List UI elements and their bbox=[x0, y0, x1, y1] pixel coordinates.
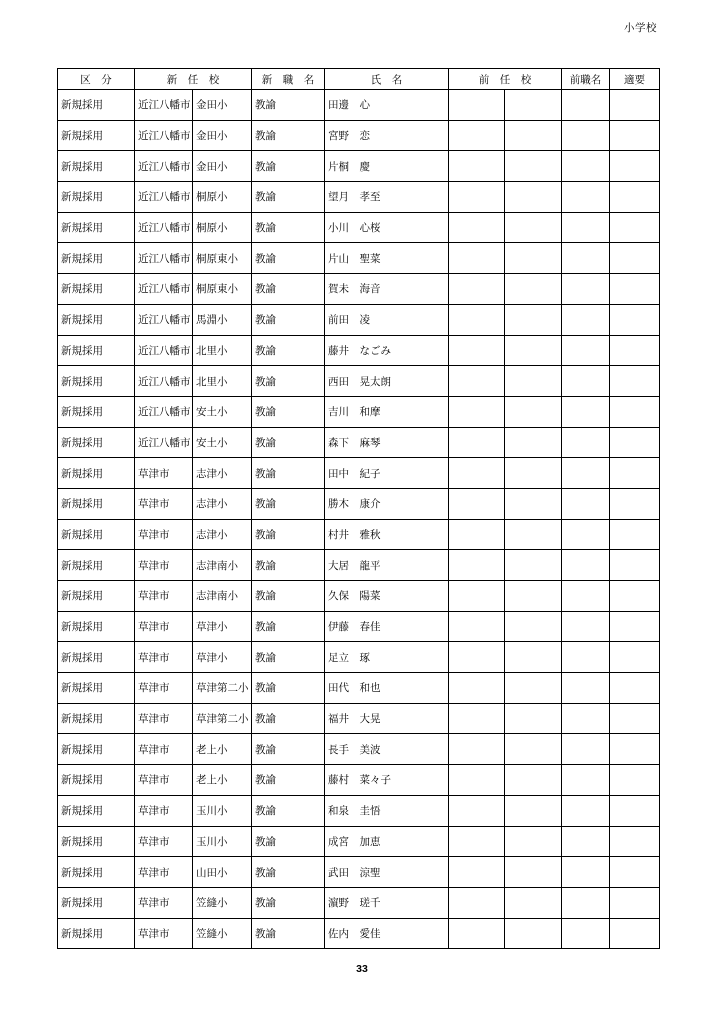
category-cell: 新規採用 bbox=[58, 274, 135, 305]
new-position-cell: 教諭 bbox=[252, 488, 325, 519]
prev-position-cell bbox=[562, 274, 610, 305]
person-name-cell: 足立 琢 bbox=[325, 642, 449, 673]
new-position-cell: 教諭 bbox=[252, 765, 325, 796]
category-cell: 新規採用 bbox=[58, 703, 135, 734]
prev-position-cell bbox=[562, 611, 610, 642]
new-school-name-cell: 金田小 bbox=[193, 120, 252, 151]
prev-school-name-cell bbox=[505, 826, 562, 857]
category-cell: 新規採用 bbox=[58, 304, 135, 335]
person-name-cell: 田邊 心 bbox=[325, 90, 449, 121]
category-cell: 新規採用 bbox=[58, 151, 135, 182]
new-school-name-cell: 老上小 bbox=[193, 765, 252, 796]
new-position-cell: 教諭 bbox=[252, 734, 325, 765]
prev-school-name-cell bbox=[505, 90, 562, 121]
prev-school-name-cell bbox=[505, 335, 562, 366]
prev-school-name-cell bbox=[505, 212, 562, 243]
new-school-name-cell: 笠縫小 bbox=[193, 918, 252, 949]
table-row bbox=[58, 826, 660, 857]
prev-school-name-cell bbox=[505, 396, 562, 427]
prev-school-name-cell bbox=[505, 703, 562, 734]
person-name-cell: 伊藤 春佳 bbox=[325, 611, 449, 642]
prev-school-name-cell bbox=[505, 304, 562, 335]
table-row bbox=[58, 120, 660, 151]
new-school-name-cell: 草津第二小 bbox=[193, 673, 252, 704]
new-school-city-cell: 近江八幡市 bbox=[135, 120, 193, 151]
category-cell: 新規採用 bbox=[58, 90, 135, 121]
prev-school-name-cell bbox=[505, 857, 562, 888]
new-school-city-cell: 草津市 bbox=[135, 826, 193, 857]
new-position-cell: 教諭 bbox=[252, 182, 325, 213]
new-school-name-cell: 志津小 bbox=[193, 519, 252, 550]
new-school-name-cell: 草津小 bbox=[193, 611, 252, 642]
category-cell: 新規採用 bbox=[58, 734, 135, 765]
person-name-cell: 長手 美波 bbox=[325, 734, 449, 765]
table-row bbox=[58, 243, 660, 274]
table-row bbox=[58, 519, 660, 550]
remarks-cell bbox=[610, 120, 660, 151]
prev-school-city-cell bbox=[449, 550, 505, 581]
prev-school-city-cell bbox=[449, 826, 505, 857]
remarks-cell bbox=[610, 887, 660, 918]
table-row bbox=[58, 703, 660, 734]
prev-school-name-cell bbox=[505, 795, 562, 826]
prev-school-name-cell bbox=[505, 734, 562, 765]
prev-position-cell bbox=[562, 734, 610, 765]
new-position-cell: 教諭 bbox=[252, 673, 325, 704]
table-row bbox=[58, 887, 660, 918]
prev-school-city-cell bbox=[449, 887, 505, 918]
new-school-name-cell: 桐原東小 bbox=[193, 274, 252, 305]
table-row bbox=[58, 335, 660, 366]
remarks-cell bbox=[610, 642, 660, 673]
remarks-cell bbox=[610, 90, 660, 121]
prev-school-city-cell bbox=[449, 857, 505, 888]
prev-school-name-cell bbox=[505, 673, 562, 704]
person-name-cell: 濵野 瑳千 bbox=[325, 887, 449, 918]
prev-school-name-cell bbox=[505, 427, 562, 458]
prev-school-city-cell bbox=[449, 366, 505, 397]
prev-position-cell bbox=[562, 243, 610, 274]
prev-school-city-cell bbox=[449, 642, 505, 673]
category-cell: 新規採用 bbox=[58, 396, 135, 427]
new-school-name-cell: 志津南小 bbox=[193, 581, 252, 612]
person-name-cell: 小川 心桜 bbox=[325, 212, 449, 243]
new-school-name-cell: 笠縫小 bbox=[193, 887, 252, 918]
prev-school-city-cell bbox=[449, 611, 505, 642]
prev-school-name-cell bbox=[505, 243, 562, 274]
new-position-cell: 教諭 bbox=[252, 90, 325, 121]
new-position-cell: 教諭 bbox=[252, 887, 325, 918]
prev-school-city-cell bbox=[449, 396, 505, 427]
new-position-cell: 教諭 bbox=[252, 212, 325, 243]
remarks-cell bbox=[610, 427, 660, 458]
new-position-cell: 教諭 bbox=[252, 274, 325, 305]
table-row bbox=[58, 488, 660, 519]
table-row bbox=[58, 642, 660, 673]
new-school-city-cell: 草津市 bbox=[135, 488, 193, 519]
new-school-city-cell: 近江八幡市 bbox=[135, 90, 193, 121]
category-cell: 新規採用 bbox=[58, 458, 135, 489]
prev-school-name-cell bbox=[505, 765, 562, 796]
new-school-name-cell: 安土小 bbox=[193, 396, 252, 427]
prev-position-cell bbox=[562, 550, 610, 581]
new-school-city-cell: 草津市 bbox=[135, 581, 193, 612]
new-school-name-cell: 北里小 bbox=[193, 335, 252, 366]
person-name-cell: 福井 大晃 bbox=[325, 703, 449, 734]
table-row bbox=[58, 427, 660, 458]
new-school-city-cell: 近江八幡市 bbox=[135, 151, 193, 182]
prev-school-name-cell bbox=[505, 366, 562, 397]
table-row bbox=[58, 458, 660, 489]
table-row bbox=[58, 673, 660, 704]
remarks-cell bbox=[610, 703, 660, 734]
prev-position-cell bbox=[562, 918, 610, 949]
category-cell: 新規採用 bbox=[58, 857, 135, 888]
remarks-cell bbox=[610, 795, 660, 826]
new-school-city-cell: 草津市 bbox=[135, 887, 193, 918]
header-new-position: 新 職 名 bbox=[252, 69, 325, 90]
personnel-table bbox=[57, 68, 660, 949]
prev-school-name-cell bbox=[505, 642, 562, 673]
prev-school-name-cell bbox=[505, 918, 562, 949]
prev-school-city-cell bbox=[449, 243, 505, 274]
new-position-cell: 教諭 bbox=[252, 550, 325, 581]
new-position-cell: 教諭 bbox=[252, 427, 325, 458]
remarks-cell bbox=[610, 458, 660, 489]
table-row bbox=[58, 90, 660, 121]
remarks-cell bbox=[610, 765, 660, 796]
person-name-cell: 吉川 和摩 bbox=[325, 396, 449, 427]
new-school-name-cell: 志津小 bbox=[193, 488, 252, 519]
person-name-cell: 大居 龍平 bbox=[325, 550, 449, 581]
category-cell: 新規採用 bbox=[58, 765, 135, 796]
prev-school-name-cell bbox=[505, 550, 562, 581]
new-school-city-cell: 草津市 bbox=[135, 550, 193, 581]
person-name-cell: 成宮 加恵 bbox=[325, 826, 449, 857]
new-position-cell: 教諭 bbox=[252, 366, 325, 397]
new-school-city-cell: 近江八幡市 bbox=[135, 335, 193, 366]
prev-school-name-cell bbox=[505, 274, 562, 305]
new-position-cell: 教諭 bbox=[252, 335, 325, 366]
category-cell: 新規採用 bbox=[58, 826, 135, 857]
remarks-cell bbox=[610, 581, 660, 612]
prev-school-city-cell bbox=[449, 488, 505, 519]
person-name-cell: 宮野 恋 bbox=[325, 120, 449, 151]
prev-position-cell bbox=[562, 120, 610, 151]
new-school-city-cell: 近江八幡市 bbox=[135, 212, 193, 243]
prev-position-cell bbox=[562, 427, 610, 458]
new-school-city-cell: 草津市 bbox=[135, 673, 193, 704]
prev-school-city-cell bbox=[449, 182, 505, 213]
prev-school-city-cell bbox=[449, 795, 505, 826]
person-name-cell: 和泉 圭悟 bbox=[325, 795, 449, 826]
remarks-cell bbox=[610, 857, 660, 888]
remarks-cell bbox=[610, 519, 660, 550]
prev-school-city-cell bbox=[449, 734, 505, 765]
prev-position-cell bbox=[562, 212, 610, 243]
category-cell: 新規採用 bbox=[58, 366, 135, 397]
new-school-city-cell: 草津市 bbox=[135, 795, 193, 826]
new-school-city-cell: 草津市 bbox=[135, 519, 193, 550]
prev-school-city-cell bbox=[449, 212, 505, 243]
remarks-cell bbox=[610, 734, 660, 765]
prev-position-cell bbox=[562, 826, 610, 857]
prev-school-name-cell bbox=[505, 458, 562, 489]
new-position-cell: 教諭 bbox=[252, 519, 325, 550]
prev-school-name-cell bbox=[505, 519, 562, 550]
new-position-cell: 教諭 bbox=[252, 703, 325, 734]
new-position-cell: 教諭 bbox=[252, 396, 325, 427]
prev-school-city-cell bbox=[449, 458, 505, 489]
prev-school-city-cell bbox=[449, 427, 505, 458]
table-row bbox=[58, 212, 660, 243]
prev-position-cell bbox=[562, 887, 610, 918]
category-cell: 新規採用 bbox=[58, 550, 135, 581]
prev-school-city-cell bbox=[449, 673, 505, 704]
person-name-cell: 片桐 慶 bbox=[325, 151, 449, 182]
person-name-cell: 森下 麻琴 bbox=[325, 427, 449, 458]
category-cell: 新規採用 bbox=[58, 519, 135, 550]
prev-position-cell bbox=[562, 642, 610, 673]
new-school-name-cell: 草津第二小 bbox=[193, 703, 252, 734]
prev-school-name-cell bbox=[505, 887, 562, 918]
prev-position-cell bbox=[562, 304, 610, 335]
remarks-cell bbox=[610, 673, 660, 704]
prev-position-cell bbox=[562, 151, 610, 182]
new-school-city-cell: 草津市 bbox=[135, 918, 193, 949]
category-cell: 新規採用 bbox=[58, 642, 135, 673]
prev-position-cell bbox=[562, 335, 610, 366]
new-school-name-cell: 馬淵小 bbox=[193, 304, 252, 335]
new-position-cell: 教諭 bbox=[252, 120, 325, 151]
category-cell: 新規採用 bbox=[58, 611, 135, 642]
remarks-cell bbox=[610, 274, 660, 305]
prev-school-name-cell bbox=[505, 611, 562, 642]
remarks-cell bbox=[610, 243, 660, 274]
category-cell: 新規採用 bbox=[58, 212, 135, 243]
prev-school-city-cell bbox=[449, 304, 505, 335]
header-prev-school: 前 任 校 bbox=[449, 69, 562, 90]
new-school-city-cell: 近江八幡市 bbox=[135, 427, 193, 458]
prev-position-cell bbox=[562, 795, 610, 826]
prev-school-city-cell bbox=[449, 519, 505, 550]
new-position-cell: 教諭 bbox=[252, 458, 325, 489]
prev-position-cell bbox=[562, 488, 610, 519]
prev-position-cell bbox=[562, 90, 610, 121]
table-row bbox=[58, 857, 660, 888]
person-name-cell: 前田 凌 bbox=[325, 304, 449, 335]
prev-position-cell bbox=[562, 765, 610, 796]
remarks-cell bbox=[610, 212, 660, 243]
category-cell: 新規採用 bbox=[58, 488, 135, 519]
prev-school-city-cell bbox=[449, 335, 505, 366]
new-school-name-cell: 老上小 bbox=[193, 734, 252, 765]
prev-school-city-cell bbox=[449, 765, 505, 796]
prev-position-cell bbox=[562, 366, 610, 397]
new-position-cell: 教諭 bbox=[252, 918, 325, 949]
new-school-city-cell: 草津市 bbox=[135, 703, 193, 734]
table-row bbox=[58, 795, 660, 826]
category-cell: 新規採用 bbox=[58, 795, 135, 826]
prev-school-city-cell bbox=[449, 918, 505, 949]
new-school-city-cell: 近江八幡市 bbox=[135, 396, 193, 427]
new-position-cell: 教諭 bbox=[252, 642, 325, 673]
prev-position-cell bbox=[562, 396, 610, 427]
prev-school-name-cell bbox=[505, 120, 562, 151]
prev-school-city-cell bbox=[449, 274, 505, 305]
prev-position-cell bbox=[562, 673, 610, 704]
person-name-cell: 久保 陽菜 bbox=[325, 581, 449, 612]
new-position-cell: 教諭 bbox=[252, 611, 325, 642]
corner-label: 小学校 bbox=[624, 22, 657, 34]
new-school-name-cell: 桐原小 bbox=[193, 182, 252, 213]
prev-school-city-cell bbox=[449, 120, 505, 151]
person-name-cell: 西田 晃太朗 bbox=[325, 366, 449, 397]
person-name-cell: 佐内 愛佳 bbox=[325, 918, 449, 949]
new-school-city-cell: 近江八幡市 bbox=[135, 182, 193, 213]
new-school-city-cell: 近江八幡市 bbox=[135, 243, 193, 274]
prev-position-cell bbox=[562, 581, 610, 612]
remarks-cell bbox=[610, 366, 660, 397]
prev-school-city-cell bbox=[449, 581, 505, 612]
table-row bbox=[58, 550, 660, 581]
new-position-cell: 教諭 bbox=[252, 151, 325, 182]
person-name-cell: 片山 聖菜 bbox=[325, 243, 449, 274]
new-position-cell: 教諭 bbox=[252, 581, 325, 612]
table-row bbox=[58, 151, 660, 182]
new-school-city-cell: 草津市 bbox=[135, 642, 193, 673]
table-row bbox=[58, 366, 660, 397]
table-body bbox=[58, 90, 660, 949]
category-cell: 新規採用 bbox=[58, 581, 135, 612]
person-name-cell: 望月 孝至 bbox=[325, 182, 449, 213]
table-row bbox=[58, 274, 660, 305]
prev-position-cell bbox=[562, 182, 610, 213]
person-name-cell: 勝木 康介 bbox=[325, 488, 449, 519]
prev-school-city-cell bbox=[449, 90, 505, 121]
new-school-name-cell: 志津南小 bbox=[193, 550, 252, 581]
remarks-cell bbox=[610, 182, 660, 213]
new-school-name-cell: 玉川小 bbox=[193, 826, 252, 857]
new-school-name-cell: 桐原東小 bbox=[193, 243, 252, 274]
header-category: 区 分 bbox=[58, 69, 135, 90]
prev-school-name-cell bbox=[505, 182, 562, 213]
new-position-cell: 教諭 bbox=[252, 826, 325, 857]
new-school-name-cell: 山田小 bbox=[193, 857, 252, 888]
category-cell: 新規採用 bbox=[58, 335, 135, 366]
new-school-name-cell: 志津小 bbox=[193, 458, 252, 489]
new-school-city-cell: 草津市 bbox=[135, 765, 193, 796]
category-cell: 新規採用 bbox=[58, 427, 135, 458]
new-school-name-cell: 安土小 bbox=[193, 427, 252, 458]
header-prev-position: 前職名 bbox=[562, 69, 610, 90]
table-header bbox=[58, 69, 660, 90]
new-position-cell: 教諭 bbox=[252, 304, 325, 335]
category-cell: 新規採用 bbox=[58, 120, 135, 151]
new-school-name-cell: 桐原小 bbox=[193, 212, 252, 243]
person-name-cell: 武田 涼聖 bbox=[325, 857, 449, 888]
new-school-name-cell: 草津小 bbox=[193, 642, 252, 673]
header-name: 氏 名 bbox=[325, 69, 449, 90]
prev-school-city-cell bbox=[449, 703, 505, 734]
prev-school-city-cell bbox=[449, 151, 505, 182]
prev-school-name-cell bbox=[505, 151, 562, 182]
header-remarks: 適要 bbox=[610, 69, 660, 90]
header-new-school: 新 任 校 bbox=[135, 69, 252, 90]
table-row bbox=[58, 765, 660, 796]
remarks-cell bbox=[610, 550, 660, 581]
prev-school-name-cell bbox=[505, 488, 562, 519]
new-school-city-cell: 近江八幡市 bbox=[135, 274, 193, 305]
new-school-name-cell: 北里小 bbox=[193, 366, 252, 397]
table-row bbox=[58, 734, 660, 765]
remarks-cell bbox=[610, 826, 660, 857]
remarks-cell bbox=[610, 304, 660, 335]
person-name-cell: 村井 雅秋 bbox=[325, 519, 449, 550]
prev-position-cell bbox=[562, 857, 610, 888]
prev-position-cell bbox=[562, 458, 610, 489]
table-row bbox=[58, 918, 660, 949]
person-name-cell: 賀未 海音 bbox=[325, 274, 449, 305]
remarks-cell bbox=[610, 151, 660, 182]
table-row bbox=[58, 182, 660, 213]
person-name-cell: 藤村 菜々子 bbox=[325, 765, 449, 796]
new-school-city-cell: 草津市 bbox=[135, 734, 193, 765]
header-row bbox=[58, 69, 660, 90]
new-school-city-cell: 草津市 bbox=[135, 458, 193, 489]
remarks-cell bbox=[610, 335, 660, 366]
person-name-cell: 藤井 なごみ bbox=[325, 335, 449, 366]
prev-position-cell bbox=[562, 519, 610, 550]
page-number: 33 bbox=[356, 963, 368, 975]
category-cell: 新規採用 bbox=[58, 887, 135, 918]
table-row bbox=[58, 581, 660, 612]
new-school-city-cell: 近江八幡市 bbox=[135, 304, 193, 335]
table-row bbox=[58, 396, 660, 427]
new-school-name-cell: 金田小 bbox=[193, 151, 252, 182]
remarks-cell bbox=[610, 918, 660, 949]
prev-school-name-cell bbox=[505, 581, 562, 612]
remarks-cell bbox=[610, 488, 660, 519]
new-position-cell: 教諭 bbox=[252, 795, 325, 826]
new-school-name-cell: 玉川小 bbox=[193, 795, 252, 826]
category-cell: 新規採用 bbox=[58, 918, 135, 949]
remarks-cell bbox=[610, 396, 660, 427]
new-school-city-cell: 近江八幡市 bbox=[135, 366, 193, 397]
category-cell: 新規採用 bbox=[58, 182, 135, 213]
prev-position-cell bbox=[562, 703, 610, 734]
new-school-name-cell: 金田小 bbox=[193, 90, 252, 121]
new-school-city-cell: 草津市 bbox=[135, 611, 193, 642]
person-name-cell: 田中 紀子 bbox=[325, 458, 449, 489]
table-row bbox=[58, 304, 660, 335]
remarks-cell bbox=[610, 611, 660, 642]
person-name-cell: 田代 和也 bbox=[325, 673, 449, 704]
category-cell: 新規採用 bbox=[58, 673, 135, 704]
new-school-city-cell: 草津市 bbox=[135, 857, 193, 888]
table-row bbox=[58, 611, 660, 642]
new-position-cell: 教諭 bbox=[252, 857, 325, 888]
category-cell: 新規採用 bbox=[58, 243, 135, 274]
new-position-cell: 教諭 bbox=[252, 243, 325, 274]
